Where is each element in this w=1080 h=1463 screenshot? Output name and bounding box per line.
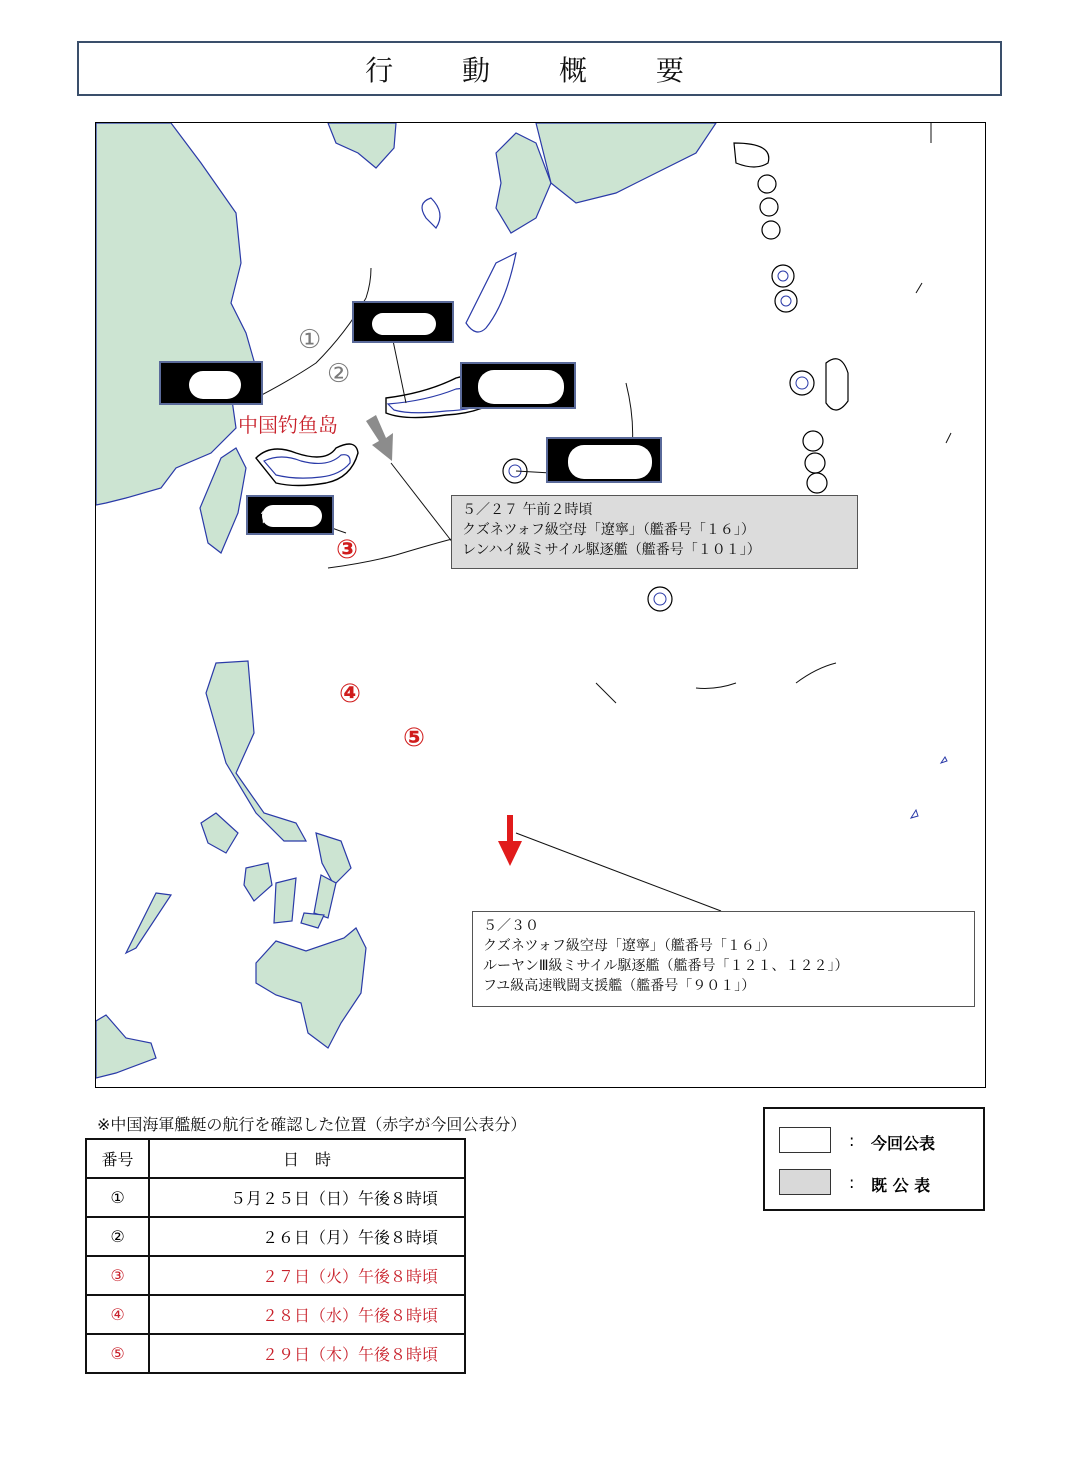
masked-label-3 bbox=[460, 362, 576, 409]
note1-line-1: ５／２７ 午前２時頃 bbox=[462, 502, 593, 518]
masked-text-3: 沖縄島 bbox=[568, 456, 610, 472]
masked-text-2: 沖縄 bbox=[482, 381, 510, 397]
leader-lines bbox=[391, 331, 721, 911]
legend-swatch-new bbox=[779, 1127, 831, 1153]
page-title: 行 動 概 要 bbox=[365, 53, 714, 87]
note2-line-2: クズネツォフ級空母「遼寧」（艦番号「１６」） bbox=[483, 938, 776, 954]
point-3: ③ bbox=[336, 535, 359, 565]
note2-line-3: ルーヤンⅢ級ミサイル駆逐艦（艦番号「１２１、１２２」） bbox=[483, 958, 849, 974]
legend-colon-new: : bbox=[849, 1131, 855, 1150]
row-datetime: ２７日（火）午後８時頃 bbox=[149, 1256, 465, 1295]
table-row bbox=[86, 1334, 465, 1373]
row-number: ② bbox=[86, 1217, 149, 1256]
map-frame bbox=[95, 122, 986, 1088]
point-5: ⑤ bbox=[403, 723, 426, 753]
table-row bbox=[86, 1217, 465, 1256]
note1-line-2: クズネツォフ級空母「遼寧」（艦番号「１６」） bbox=[462, 522, 755, 538]
row-number: ④ bbox=[86, 1295, 149, 1334]
note1-line-3: レンハイ級ミサイル駆逐艦（艦番号「１０１」） bbox=[462, 542, 761, 558]
legend bbox=[763, 1107, 985, 1211]
masked-label-2 bbox=[352, 301, 454, 343]
masked-label-4 bbox=[546, 437, 662, 483]
row-datetime: ２８日（水）午後８時頃 bbox=[149, 1295, 465, 1334]
arrow-gray bbox=[366, 415, 393, 461]
masked-label-1 bbox=[159, 361, 263, 405]
point-4: ④ bbox=[339, 679, 362, 709]
legend-label-new: 今回公表 bbox=[871, 1134, 936, 1153]
arrow-red bbox=[498, 815, 522, 866]
point-2: ② bbox=[327, 359, 351, 389]
legend-colon-prior: : bbox=[849, 1173, 855, 1192]
row-datetime: ５月２５日（日）午後８時頃 bbox=[149, 1178, 465, 1217]
row-number: ③ bbox=[86, 1256, 149, 1295]
boundary-lines bbox=[246, 123, 951, 703]
note2-line-4: フユ級高速戦闘支援艦（艦番号「９０１」） bbox=[483, 978, 756, 994]
legend-swatch-prior bbox=[779, 1169, 831, 1195]
caption: ※中国海軍艦艇の航行を確認した位置（赤字が今回公表分） bbox=[97, 1115, 527, 1134]
row-datetime: ２６日（月）午後８時頃 bbox=[149, 1217, 465, 1256]
china-island-label: 中国钓鱼岛 bbox=[238, 413, 338, 437]
note-may27 bbox=[451, 495, 858, 569]
row-number: ① bbox=[86, 1178, 149, 1217]
legend-label-prior: 既 公 表 bbox=[871, 1176, 931, 1195]
masked-text-1: 岛 bbox=[219, 377, 233, 393]
table-header-row bbox=[86, 1139, 465, 1178]
land-korea bbox=[328, 123, 396, 168]
point-1: ① bbox=[298, 325, 322, 355]
row-number: ⑤ bbox=[86, 1334, 149, 1373]
table-row bbox=[86, 1256, 465, 1295]
row-datetime: ２９日（木）午後８時頃 bbox=[149, 1334, 465, 1373]
header-datetime: 日 時 bbox=[149, 1139, 465, 1178]
land-philippines bbox=[96, 661, 366, 1078]
note2-line-1: ５／３０ bbox=[483, 918, 539, 934]
datetime-table bbox=[85, 1138, 466, 1374]
land-china bbox=[96, 123, 256, 505]
land-taiwan bbox=[200, 448, 246, 553]
header-number: 番号 bbox=[86, 1139, 149, 1178]
masked-text-4: 宮古島 bbox=[260, 510, 302, 526]
masked-label-5 bbox=[246, 495, 334, 535]
note-may30 bbox=[472, 911, 975, 1007]
land-honshu bbox=[536, 123, 716, 203]
title-box bbox=[77, 41, 1002, 96]
table-row bbox=[86, 1178, 465, 1217]
table-row bbox=[86, 1295, 465, 1334]
